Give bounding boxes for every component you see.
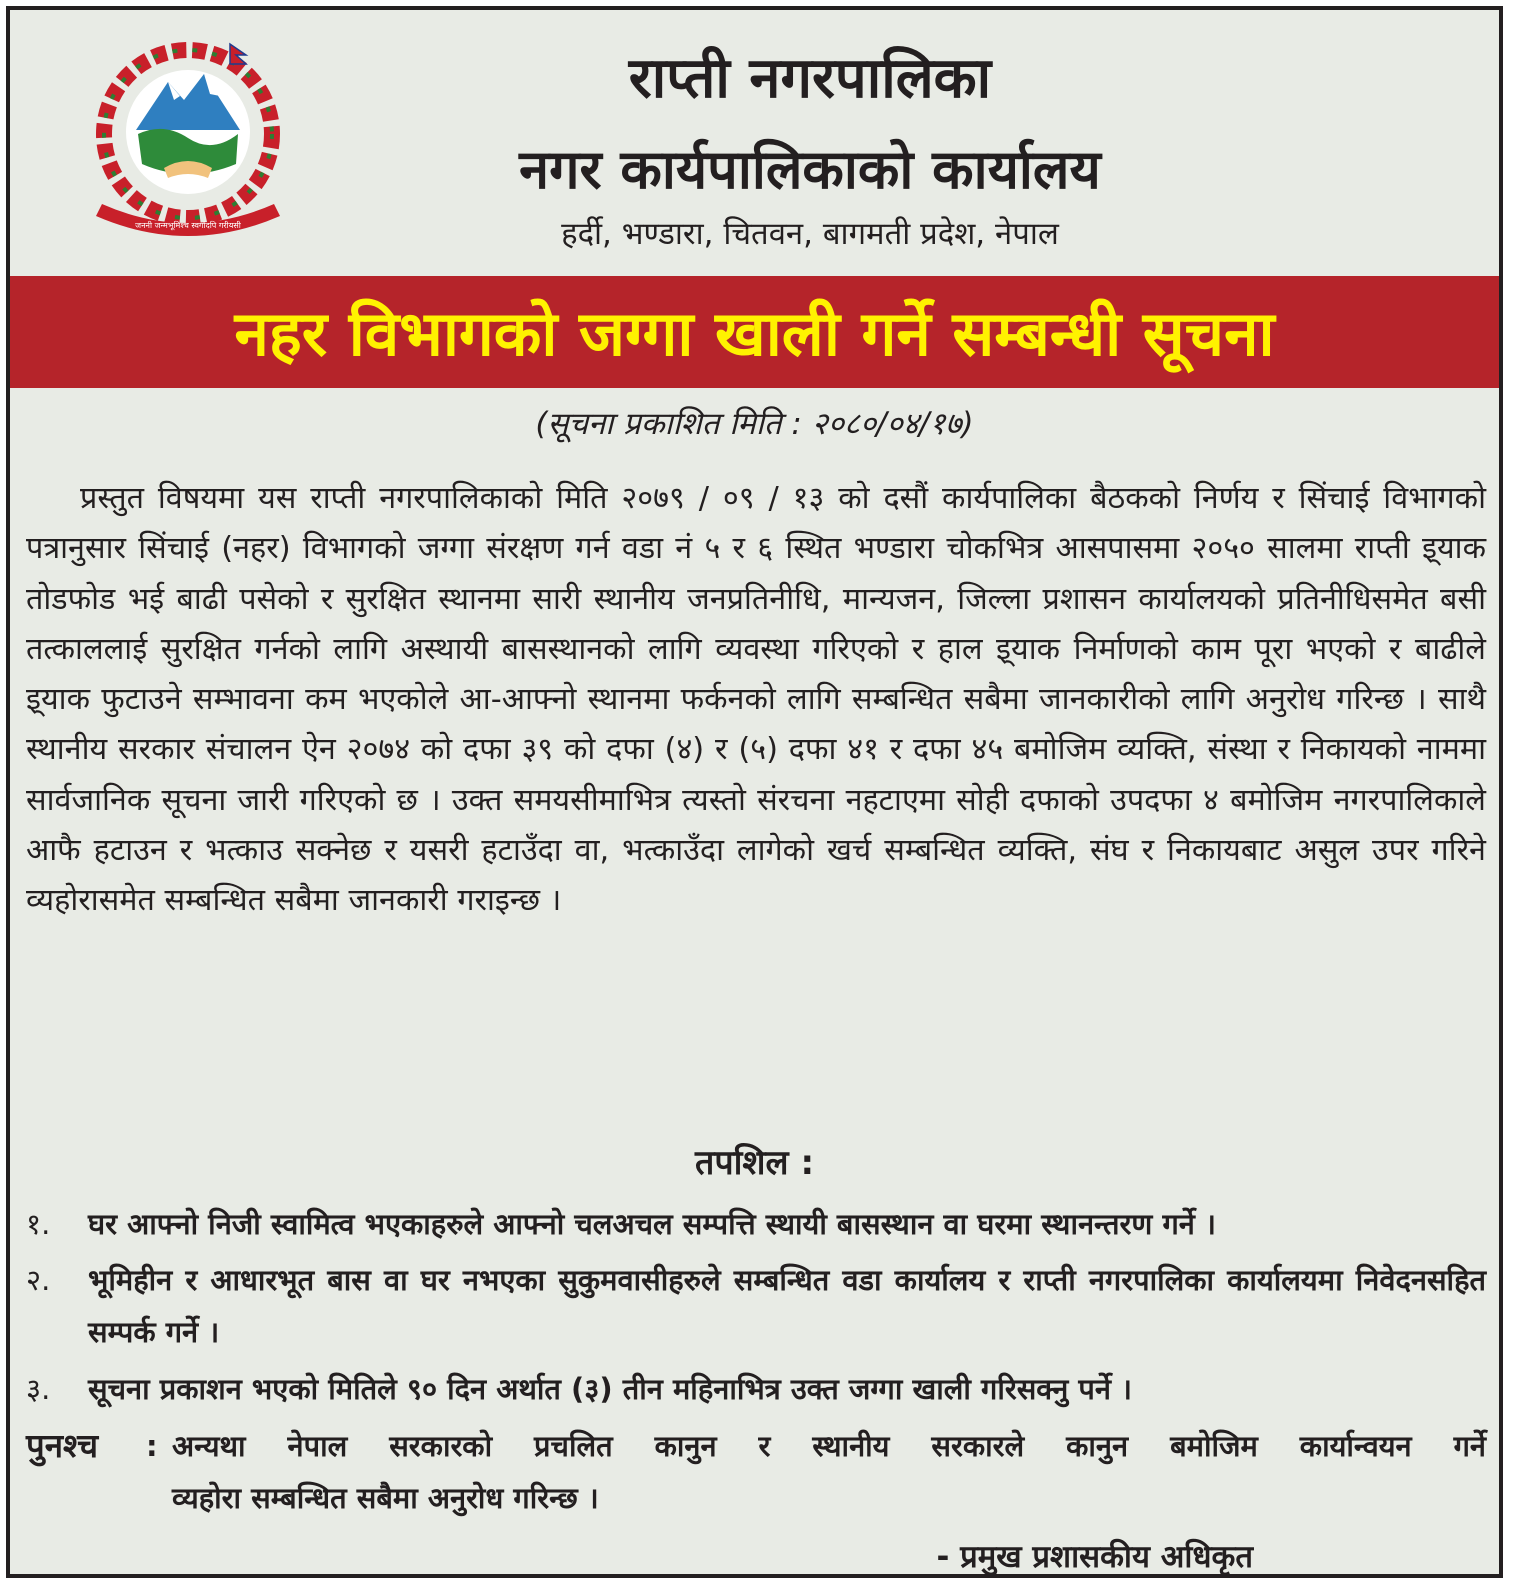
list-item-text: भूमिहीन र आधारभूत बास वा घर नभएका सुकुमवासीहरुले सम्बन्धित वडा कार्यालय र राप्ती नगरपालिका कार्यालयमा निवेदनसहित सम्पर्क गर्ने । — [88, 1263, 1486, 1349]
postscript-label: पुनश्च — [26, 1426, 99, 1465]
list-item — [26, 1254, 1486, 1358]
notice-title-banner — [10, 276, 1499, 388]
postscript-line-2: व्यहोरा सम्बन्धित सबैमा अनुरोध गरिन्छ । — [172, 1481, 599, 1515]
list-item-number: १. — [26, 1207, 51, 1241]
notice-title: नहर विभागको जग्गा खाली गर्ने सम्बन्धी सूचना — [234, 297, 1275, 370]
postscript — [26, 1420, 1486, 1524]
office-address: हर्दी, भण्डारा, चितवन, बागमती प्रदेश, नेपाल — [561, 216, 1059, 252]
notice-body: प्रस्तुत विषयमा यस राप्ती नगरपालिकाको मिति २०७९ / ०९ / १३ को दसौं कार्यपालिका बैठकको निर्णय र सिंचाई विभागको पत्रानुसार सिंचाई (नहर) विभागको जग्गा संरक्षण गर्न वडा नं ५ र ६ स्थित भण्डारा चोकभित्र आसपासमा २०५० सालमा राप्ती इ्याक तोडफोड भई बाढी पसेको र सुरक्षित स्थानमा सारी स्थानीय जनप्रतिनीधि, मान्यजन, जिल्ला प्रशासन कार्यालयको प्रतिनीधिसमेत बसी तत्काललाई सुरक्षित गर्नको लागि अस्थायी बासस्थानको लागि व्यवस्था गरिएको र हाल इ्याक निर्माणको काम पूरा भएको र बाढीले इ्याक फुटाउने सम्भावना कम भएकोले आ-आफ्नो स्थानमा फर्कनको लागि सम्बन्धित सबैमा जानकारीको लागि अनुरोध गरिन्छ । साथै स्थानीय सरकार संचालन ऐन २०७४ को दफा ३९ को दफा (४) र (५) दफा ४१ र दफा ४५ बमोजिम व्यक्ति, संस्था र निकायको नाममा सार्वजानिक सूचना जारी गरिएको छ । उक्त समयसीमाभित्र त्यस्तो संरचना नहटाएमा सोही दफाको उपदफा ४ बमोजिम नगरपालिकाले आफै हटाउन र भत्काउ सक्नेछ र यसरी हटाउँदा वा, भत्काउँदा लागेको खर्च सम्बन्धित व्यक्ति, संघ र निकायबाट असुल उपर गरिने व्यहोरासमेत सम्बन्धित सबैमा जानकारी गराइन्छ । — [26, 481, 1486, 919]
publication-date: (सूचना प्रकाशित मिति : २०८०/०४/१७) — [535, 406, 974, 442]
list-item-number: २. — [26, 1263, 51, 1297]
list-item-text: घर आफ्नो निजी स्वामित्व भएकाहरुले आफ्नो चलअचल सम्पत्ति स्थायी बासस्थान वा घरमा स्थानन्तरण गर्ने । — [88, 1207, 1216, 1241]
postscript-colon: : — [146, 1429, 158, 1463]
list-item — [26, 1198, 1486, 1250]
list-item-number: ३. — [26, 1372, 51, 1406]
nepal-government-emblem — [80, 34, 296, 244]
office-name: नगर कार्यपालिकाको कार्यालय — [519, 138, 1101, 201]
postscript-line-1: अन्यथा नेपाल सरकारको प्रचलित कानुन र स्थानीय सरकारले कानुन बमोजिम कार्यान्वयन गर्ने — [172, 1429, 1486, 1463]
municipality-name: राप्ती नगरपालिका — [628, 46, 992, 111]
emblem-motto: जननी जन्मभूमिश्च स्वर्गादपि गरीयसी — [135, 221, 241, 230]
list-item — [26, 1363, 1486, 1415]
public-notice — [6, 6, 1503, 1578]
signature: - प्रमुख प्रशासकीय अधिकृत — [936, 1539, 1253, 1575]
tapsil-heading: तपशिल : — [694, 1143, 815, 1183]
list-item-text: सूचना प्रकाशन भएको मितिले ९० दिन अर्थात (३) तीन महिनाभित्र उक्त जग्गा खाली गरिसक्नु पर्ने । — [88, 1372, 1133, 1406]
